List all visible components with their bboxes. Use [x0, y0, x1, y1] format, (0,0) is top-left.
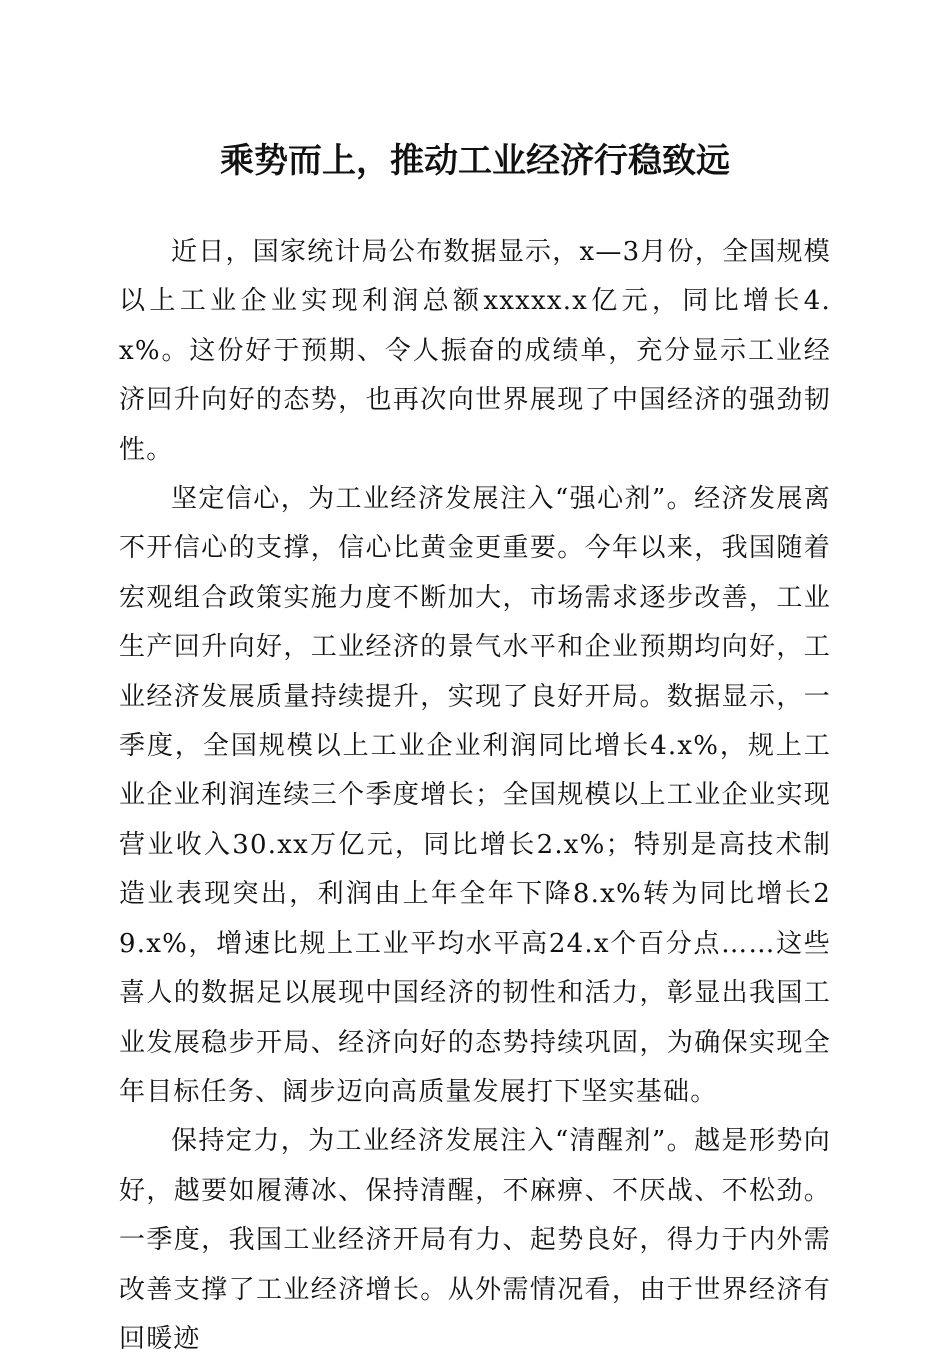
- document-title: 乘势而上，推动工业经济行稳致远: [220, 141, 730, 181]
- paragraph-intro: 近日，国家统计局公布数据显示，x—3月份，全国规模以上工业企业实现利润总额xxxxx.x亿元，同比增长4.x%。这份好于预期、令人振奋的成绩单，充分显示工业经济回升向好的态势，也再次向世界展现了中国经济的强劲韧性。: [119, 237, 831, 465]
- paragraph-confidence: 坚定信心，为工业经济发展注入“强心剂”。经济发展离不开信心的支撑，信心比黄金更重要。今年以来，我国随着宏观组合政策实施力度不断加大，市场需求逐步改善，工业生产回升向好，工业经济的景气水平和企业预期均向好，工业经济发展质量持续提升，实现了良好开局。数据显示，一季度，全国规模以上工业企业利润同比增长4.x%，规上工业企业利润连续三个季度增长；全国规模以上工业企业实现营业收入30.xx万亿元，同比增长2.x%；特别是高技术制造业表现突出，利润由上年全年下降8.x%转为同比增长29.x%，增速比规上工业平均水平高24.x个百分点……这些喜人的数据足以展现中国经济的韧性和活力，彰显出我国工业发展稳步开局、经济向好的态势持续巩固，为确保实现全年目标任务、阔步迈向高质量发展打下坚实基础。: [119, 484, 831, 1107]
- document-body: [119, 228, 831, 1364]
- paragraph-composure: 保持定力，为工业经济发展注入“清醒剂”。越是形势向好，越要如履薄冰、保持清醒，不麻痹、不厌战、不松劲。一季度，我国工业经济开局有力、起势良好，得力于内外需改善支撑了工业经济增长。从外需情况看，由于世界经济有回暖迹: [119, 1126, 831, 1354]
